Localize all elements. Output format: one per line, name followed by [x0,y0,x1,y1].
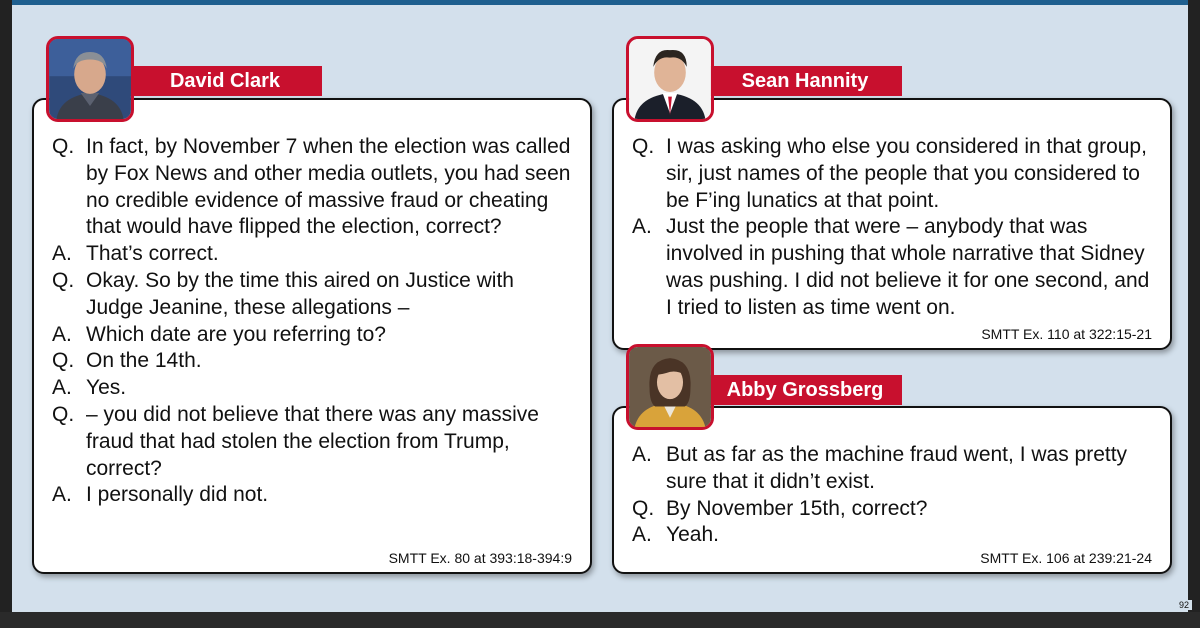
qa-entry [632,214,1154,321]
qa-label: A. [632,443,652,466]
qa-entry [632,442,1154,496]
testimony-card-clark [32,98,592,574]
qa-text: Okay. So by the time this aired on Justice with Judge Jeanine, these allegations – [86,268,514,319]
qa-label: Q. [632,135,655,158]
qa-list [632,442,1154,549]
citation: SMTT Ex. 106 at 239:21-24 [980,550,1152,566]
qa-list [632,134,1154,322]
qa-text: I was asking who else you considered in that group, sir, just names of the people that you considered to be F’ing lunatics at that point. [666,135,1147,212]
speaker-name-tag: David Clark [128,66,322,96]
qa-entry [52,375,574,402]
qa-text: – you did not believe that there was any massive fraud that had stolen the election from Trump, correct? [86,402,539,480]
qa-text: In fact, by November 7 when the election was called by Fox News and other media outlets, you had seen no credible evidence of massive fraud or cheating that would have flipped the election, correct? [86,135,571,239]
qa-text: Just the people that were – anybody that was involved in pushing that whole narrative that Sidney was pushing. I did not believe it for one second, and I tried to listen as time went on. [666,215,1150,319]
qa-text: On the 14th. [86,349,202,373]
qa-label: A. [52,483,72,507]
speaker-photo-clark [46,36,134,122]
qa-entry [52,348,574,375]
qa-text: I personally did not. [86,483,269,507]
qa-text: But as far as the machine fraud went, I was pretty sure that it didn’t exist. [666,443,1128,493]
portrait-icon [629,347,711,427]
qa-label: A. [52,376,72,400]
testimony-card-grossberg [612,406,1172,574]
qa-label: A. [52,322,72,346]
speaker-photo-grossberg [626,344,714,430]
qa-entry [632,134,1154,214]
bottom-strip [0,612,1200,628]
testimony-card-hannity [612,98,1172,350]
citation: SMTT Ex. 110 at 322:15-21 [981,326,1152,342]
speaker-photo-hannity [626,36,714,122]
qa-entry [632,522,1154,549]
qa-label: Q. [52,268,75,292]
qa-label: Q. [52,135,75,158]
portrait-icon [629,39,711,119]
qa-entry [632,496,1154,523]
citation: SMTT Ex. 80 at 393:18-394:9 [388,550,572,566]
qa-label: A. [632,215,652,239]
qa-entry [52,482,574,509]
page-number: 92 [1176,600,1192,610]
qa-label: A. [52,242,72,266]
qa-text: Yes. [86,376,127,400]
qa-entry [52,241,574,268]
speaker-name-tag: Sean Hannity [708,66,902,96]
qa-text: Yeah. [666,523,719,547]
qa-label: Q. [632,496,655,520]
qa-entry [52,134,574,241]
speaker-name-tag: Abby Grossberg [708,375,902,405]
qa-entry [52,322,574,349]
qa-text: Which date are you referring to? [86,322,386,346]
qa-entry [52,268,574,322]
portrait-icon [49,39,131,119]
qa-text: That’s correct. [86,242,219,266]
qa-entry [52,402,574,482]
qa-list [52,134,574,509]
qa-label: A. [632,523,652,547]
qa-text: By November 15th, correct? [666,496,928,520]
qa-label: Q. [52,402,75,426]
qa-label: Q. [52,349,75,373]
